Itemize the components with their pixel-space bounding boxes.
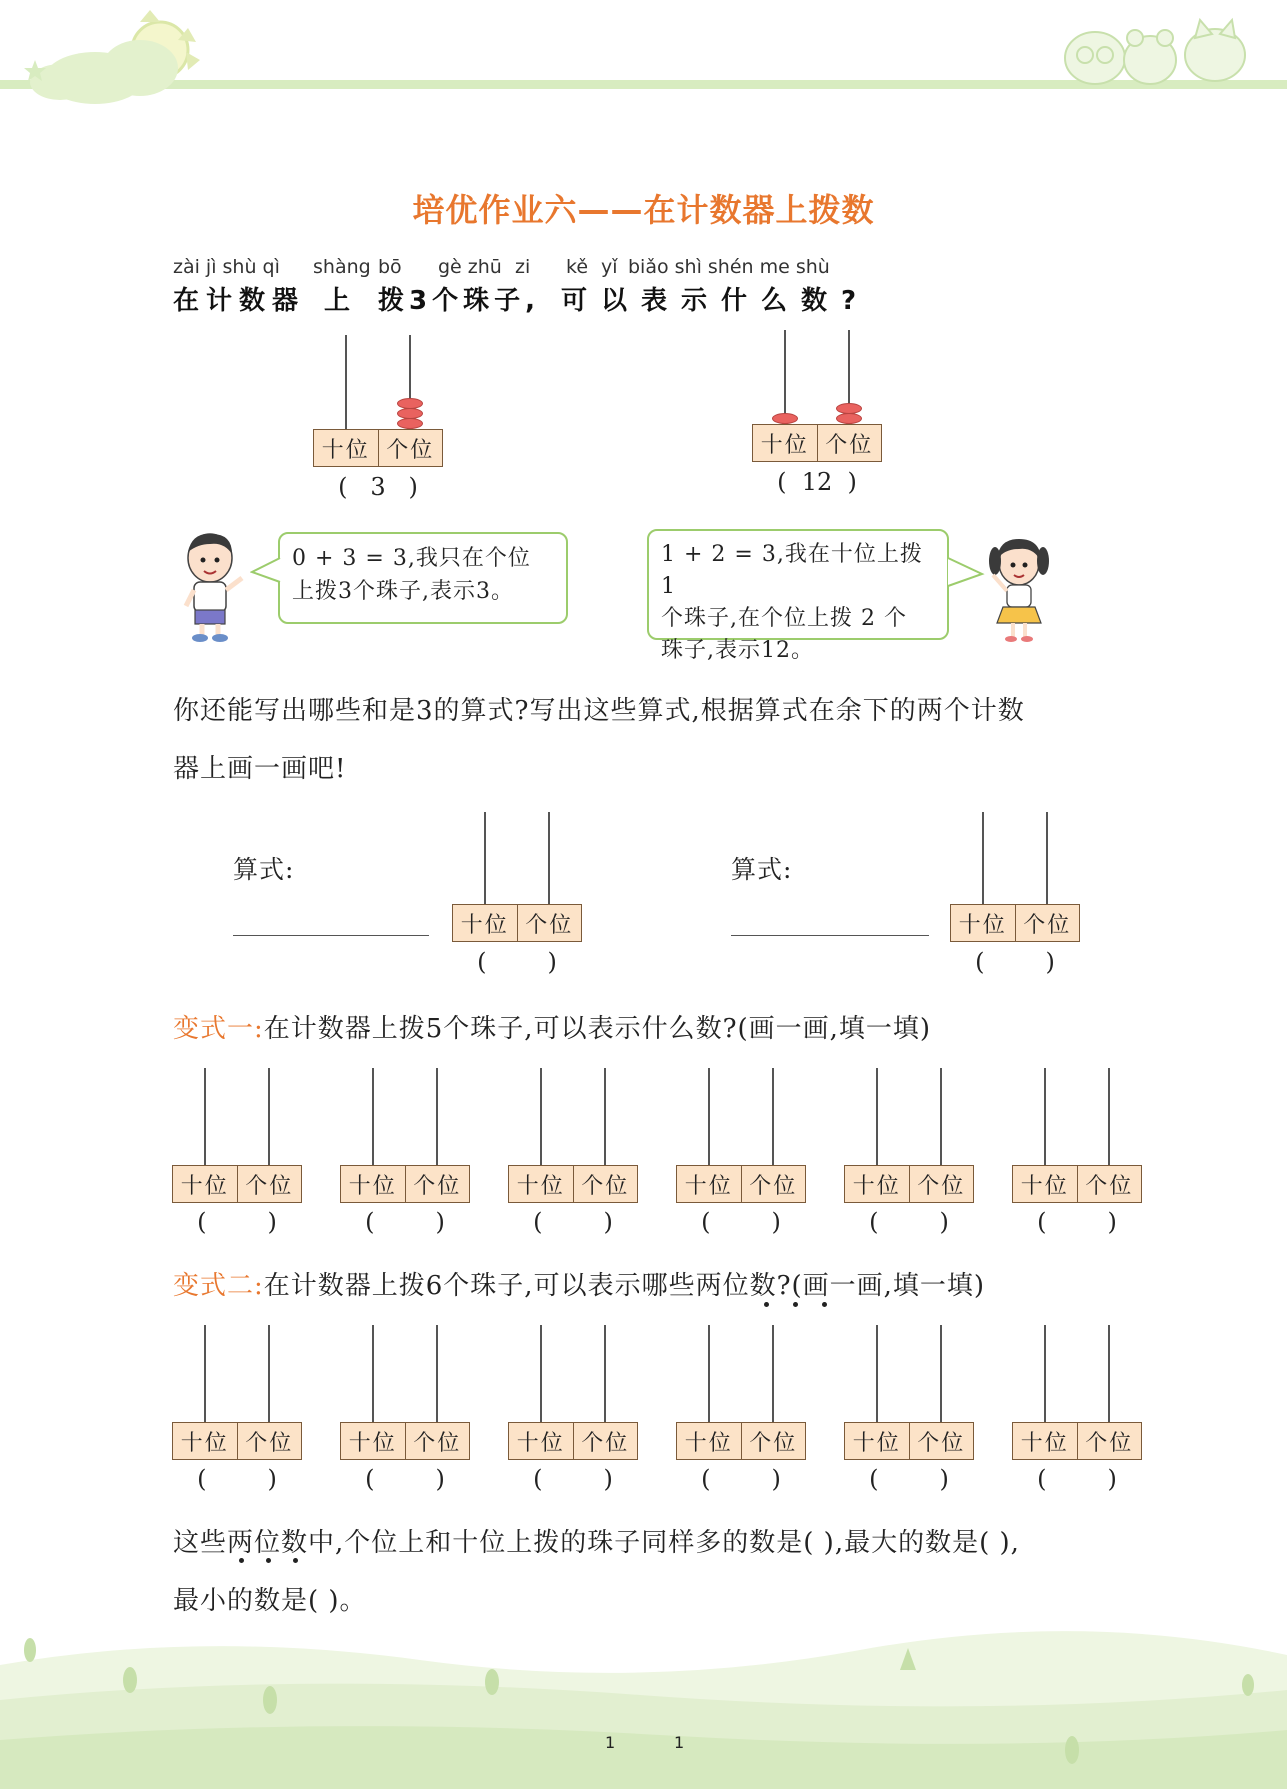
place-value-box [676, 1422, 806, 1460]
tens-rod [372, 1068, 374, 1165]
place-value-box [313, 429, 443, 467]
ones-label: 个位 [237, 1423, 302, 1459]
ones-rod [268, 1068, 270, 1165]
place-value-box [340, 1165, 470, 1203]
emphasis-dot [293, 1558, 298, 1563]
tens-rod [708, 1068, 710, 1165]
tens-label: 十位 [180, 1430, 229, 1456]
answer-parentheses[interactable]: ( ) [975, 948, 1055, 976]
ones-rod [772, 1325, 774, 1422]
answer-parentheses[interactable]: ( ) [365, 1465, 445, 1493]
place-value-box [950, 904, 1080, 942]
tens-rod [708, 1325, 710, 1422]
abacus-blank[interactable] [340, 1325, 470, 1515]
place-value-box [676, 1165, 806, 1203]
question-segment: 在计数器 [173, 286, 306, 316]
ones-label: 个位 [573, 1166, 638, 1202]
pinyin-text: shàng [313, 256, 371, 278]
ones-label: 个位 [909, 1166, 974, 1202]
ones-label: 个位 [1077, 1166, 1142, 1202]
tens-label: 十位 [684, 1173, 733, 1199]
tens-label: 十位 [1020, 1173, 1069, 1199]
ones-rod [436, 1325, 438, 1422]
variant1-instruction [173, 1008, 931, 1045]
ones-rod [940, 1325, 942, 1422]
place-value-box [172, 1422, 302, 1460]
boy-illustration [180, 528, 260, 643]
ones-rod [548, 812, 550, 904]
tens-label: 十位 [348, 1173, 397, 1199]
tens-label: 十位 [348, 1430, 397, 1456]
variant2-instruction [173, 1265, 985, 1302]
pinyin-text: zài jì shù qì [173, 256, 280, 278]
tens-rod [982, 812, 984, 904]
bead [836, 413, 862, 424]
abacus-blank[interactable] [844, 1068, 974, 1258]
girl-speech-bubble [647, 529, 949, 663]
question-segment: 上 [324, 286, 351, 316]
place-value-box [172, 1165, 302, 1203]
pinyin-text: gè zhū [438, 256, 502, 278]
prompt-line: 你还能写出哪些和是3的算式?写出这些算式,根据算式在余下的两个计数 [173, 696, 1025, 726]
variant1-label: 变式一: [173, 1014, 264, 1044]
page-number: 1 [674, 1733, 685, 1752]
final-question-line: 这些两位数中,个位上和十位上拨的珠子同样多的数是( ),最大的数是( ), [173, 1528, 1020, 1558]
ones-label: 个位 [405, 1423, 470, 1459]
ones-rod [772, 1068, 774, 1165]
tens-rod [540, 1068, 542, 1165]
tens-rod [540, 1325, 542, 1422]
page-number: 1 [605, 1733, 616, 1752]
ones-label: 个位 [573, 1423, 638, 1459]
place-value-box [752, 424, 882, 462]
bubble-line: 上拨3个珠子,表示3。 [292, 579, 514, 604]
ones-label: 个位 [237, 1166, 302, 1202]
question-segment: 拨3个珠子, [378, 286, 540, 316]
abacus-blank[interactable] [172, 1068, 302, 1258]
prompt-line: 器上画一画吧! [173, 754, 347, 784]
tens-rod [204, 1068, 206, 1165]
girl-illustration [985, 535, 1055, 645]
ones-rod [604, 1325, 606, 1422]
ones-rod [604, 1068, 606, 1165]
answer-parentheses[interactable]: ( ) [197, 1465, 277, 1493]
emphasis-dot [239, 1558, 244, 1563]
answer-parentheses[interactable]: ( ) [1037, 1208, 1117, 1236]
bubble-tail [250, 556, 282, 586]
abacus-example-3 [313, 335, 443, 525]
place-value-box [508, 1422, 638, 1460]
bubble-line: 1 + 2 = 3,我在十位上拨 1 [661, 542, 923, 599]
ones-rod [268, 1325, 270, 1422]
answer-parentheses: ( 12 ) [777, 468, 857, 496]
tens-label: 十位 [321, 437, 370, 463]
abacus-blank[interactable] [844, 1325, 974, 1515]
question-segment: 可以表示什么数? [561, 286, 871, 316]
tens-label: 十位 [516, 1173, 565, 1199]
answer-parentheses[interactable]: ( ) [1037, 1465, 1117, 1493]
cloud-icon [30, 40, 178, 104]
place-value-box [508, 1165, 638, 1203]
tens-rod [876, 1325, 878, 1422]
header-decoration [0, 0, 1287, 110]
ones-label: 个位 [378, 430, 443, 466]
tens-label: 十位 [1020, 1430, 1069, 1456]
emphasis-dot [822, 1302, 827, 1307]
tens-label: 十位 [760, 432, 809, 458]
tens-label: 十位 [958, 912, 1007, 938]
abacus-blank[interactable] [172, 1325, 302, 1515]
ones-rod [1108, 1325, 1110, 1422]
place-value-box [844, 1422, 974, 1460]
formula-label: 算式: [233, 855, 295, 884]
variant2-label: 变式二: [173, 1271, 264, 1301]
tens-rod [372, 1325, 374, 1422]
place-value-box [1012, 1422, 1142, 1460]
answer-parentheses[interactable]: ( ) [701, 1465, 781, 1493]
ones-label: 个位 [1077, 1423, 1142, 1459]
ones-rod [1046, 812, 1048, 904]
abacus-blank[interactable] [676, 1325, 806, 1515]
place-value-box [1012, 1165, 1142, 1203]
formula-label: 算式: [731, 855, 793, 884]
answer-parentheses[interactable]: ( ) [869, 1465, 949, 1493]
ones-rod [940, 1068, 942, 1165]
bubble-line: 0 + 3 = 3,我只在个位 [292, 546, 531, 571]
place-value-box [844, 1165, 974, 1203]
bubble-line: 个珠子,在个位上拨 2 个 [661, 606, 907, 631]
variant1-text: 在计数器上拨5个珠子,可以表示什么数?(画一画,填一填) [263, 1014, 932, 1044]
tens-rod [345, 335, 347, 429]
ones-label: 个位 [1015, 905, 1080, 941]
abacus-blank[interactable] [508, 1325, 638, 1515]
answer-parentheses[interactable]: ( ) [533, 1208, 613, 1236]
pinyin-text: bō [378, 256, 402, 278]
ones-label: 个位 [741, 1166, 806, 1202]
answer-parentheses[interactable]: ( ) [477, 948, 557, 976]
place-value-box [452, 904, 582, 942]
tens-rod [1044, 1068, 1046, 1165]
pinyin-text: kě [566, 256, 589, 278]
abacus-blank[interactable] [452, 812, 582, 1002]
variant2-abacus-row [0, 1325, 1287, 1505]
ones-rod [1108, 1068, 1110, 1165]
bead [397, 418, 423, 429]
abacus-blank[interactable] [508, 1068, 638, 1258]
footer-decoration [0, 1620, 1287, 1789]
tens-label: 十位 [180, 1173, 229, 1199]
ones-label: 个位 [741, 1423, 806, 1459]
formula-answer-line[interactable] [731, 935, 929, 936]
tens-rod [784, 330, 786, 424]
answer-parentheses[interactable]: ( ) [533, 1465, 613, 1493]
answer-parentheses[interactable]: ( ) [701, 1208, 781, 1236]
pinyin-text: zi [515, 256, 531, 278]
tens-label: 十位 [684, 1430, 733, 1456]
bubble-line: 珠子,表示12。 [661, 638, 814, 663]
emphasis-dot [764, 1302, 769, 1307]
variant2-text: 在计数器上拨6个珠子,可以表示哪些两位数?(画一画,填一填) [263, 1271, 986, 1301]
emphasis-dot [793, 1302, 798, 1307]
abacus-example-12 [752, 330, 882, 520]
bubble-tail [946, 556, 986, 590]
answer-parentheses: ( 3 ) [338, 473, 418, 501]
final-question-line: 最小的数是( )。 [173, 1586, 367, 1616]
bead [772, 413, 798, 424]
answer-parentheses[interactable]: ( ) [197, 1208, 277, 1236]
variant1-abacus-row [0, 1068, 1287, 1248]
ones-label: 个位 [909, 1423, 974, 1459]
ones-label: 个位 [517, 905, 582, 941]
place-value-box [340, 1422, 470, 1460]
answer-parentheses[interactable]: ( ) [869, 1208, 949, 1236]
answer-parentheses[interactable]: ( ) [365, 1208, 445, 1236]
emphasis-dot [266, 1558, 271, 1563]
formula-answer-line[interactable] [233, 935, 429, 936]
abacus-blank[interactable] [950, 812, 1080, 1002]
tens-rod [1044, 1325, 1046, 1422]
tens-label: 十位 [516, 1430, 565, 1456]
ones-rod [436, 1068, 438, 1165]
tens-rod [204, 1325, 206, 1422]
pinyin-text: biǎo shì shén me shù [628, 256, 830, 278]
page-title: 培优作业六——在计数器上拨数 [412, 191, 875, 229]
tens-label: 十位 [852, 1430, 901, 1456]
abacus-blank[interactable] [676, 1068, 806, 1258]
tens-label: 十位 [852, 1173, 901, 1199]
pinyin-text: yǐ [601, 256, 618, 278]
tens-rod [484, 812, 486, 904]
tens-rod [876, 1068, 878, 1165]
tens-label: 十位 [460, 912, 509, 938]
ones-label: 个位 [817, 425, 882, 461]
boy-speech-bubble [278, 532, 568, 624]
abacus-blank[interactable] [340, 1068, 470, 1258]
ones-label: 个位 [405, 1166, 470, 1202]
abacus-blank[interactable] [1012, 1068, 1142, 1258]
animal-faces-icon [1065, 20, 1245, 84]
abacus-blank[interactable] [1012, 1325, 1142, 1515]
